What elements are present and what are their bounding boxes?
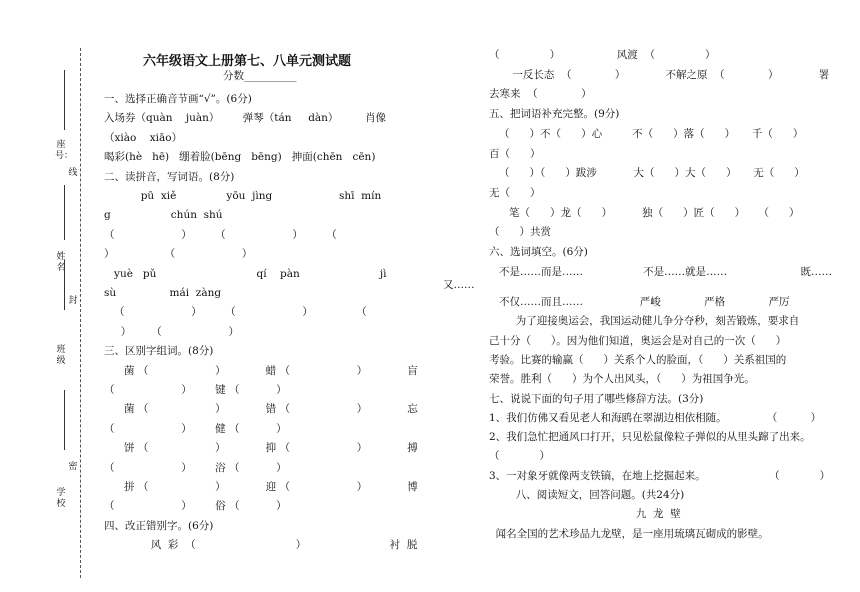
left-line: 四、改正错别字。(6分) (104, 519, 214, 532)
class-underline (64, 260, 65, 310)
right-line: 无（ ） (489, 186, 541, 199)
left-line: g chún shú (104, 209, 223, 222)
left-line: 菌 （ ） 蜡 （ ） 盲 (104, 364, 418, 377)
right-line: （ ）共赏 (489, 226, 552, 239)
right2-line: 1、我们仿佛又看见老人和海鸥在翠湖边相依相随。 （ ） (489, 411, 822, 424)
left-line: pū xiě yōu jìng shī mín (104, 190, 382, 202)
right2-line: 2、我们急忙把通风口打开，只见松鼠像粒子弹似的从里头蹿了出来。 (489, 431, 811, 444)
orphan-connector: 又…… (443, 279, 475, 291)
school-label: 学校 (56, 488, 66, 509)
left-line: 入场券（quàn juàn） 弹琴（tán dàn） 肖像 (104, 112, 387, 125)
left-line: （xiào xiāo） (104, 131, 183, 144)
left-line: （ ） 浴 （ ） (104, 461, 287, 474)
secret-mark: 密 (68, 462, 78, 472)
left-line: 一、选择正确音节画“√”。(6分) (104, 93, 252, 105)
left-line: sù mái zàng (104, 287, 222, 299)
right-line: 五、把词语补充完整。(9分) (489, 108, 620, 121)
right-line: （ ） 风渡 （ ） (489, 49, 716, 61)
left-line: 风 彩 （ ） 衬 脱 (104, 539, 418, 552)
name-underline (64, 185, 65, 240)
right2-line: 九 龙 壁 (489, 508, 681, 521)
right2-line: 闻名全国的艺术珍品九龙壁，是一座用琉璃瓦砌成的影壁。 (489, 527, 769, 540)
left-line: 喝彩(hè hē) 绷着脸(bēng bēng) 抻面(chēn cēn) (104, 151, 376, 164)
left-line: （ ） 健 （ ） (104, 422, 287, 435)
left-line: ） （ ） (104, 325, 239, 338)
right2-line: 3、一对象牙就像两支铁镐，在地上挖掘起来。 （ ） (489, 469, 831, 482)
right-line: 百（ ） (489, 147, 541, 160)
right-line: 六、选词填空。(6分) (489, 246, 588, 258)
left-line: ） （ ） (104, 248, 253, 261)
binding-dashed-line (80, 48, 81, 578)
right-line: 笔（ ）龙（ ） 独（ ）匠（ ） （ ） (489, 206, 800, 219)
left-line: 饼 （ ） 抑 （ ） 搏 (104, 442, 418, 455)
right-line: 不是……而是…… 不是……就是…… 既…… (489, 265, 833, 278)
left-line: （ ） （ ） （ (104, 306, 367, 319)
class-label: 班级 (56, 345, 66, 366)
left-line: （ ） 俗 （ ） (104, 500, 287, 513)
right2-line: 八、阅读短文，回答问题。(共24分) (489, 489, 685, 501)
left-line: 三、区别字组词。(8分) (104, 345, 214, 358)
seat-label: 座号： (55, 140, 74, 161)
right2-line: 荣誉。胜利（ ）为个人出风头，（ ）为祖国争光。 (489, 373, 755, 386)
page-title: 六年级语文上册第七、八单元测试题 (143, 54, 352, 69)
seat-underline (64, 70, 65, 130)
right-line: 去寒来 （ ） (489, 88, 592, 101)
left-line: 二、读拼音，写词语。(8分) (104, 170, 235, 183)
right2-line: 七、说说下面的句子用了哪些修辞方法。(3分) (489, 392, 704, 405)
right2-line: 不仅……而且…… 严峻 严格 严厉 (489, 296, 790, 308)
left-line: yuè pǔ qí pàn jì (104, 267, 387, 280)
right2-line: （ ） (489, 450, 551, 463)
line-mark: 线 (68, 168, 78, 178)
seal-mark: 封 (68, 296, 78, 306)
right-line: （ ）不（ ）心 不（ ）落（ ） 千（ ） (489, 127, 804, 140)
left-line: 拼 （ ） 迎 （ ） 博 (104, 481, 418, 493)
right-line: （ ）（ ）跋涉 大（ ）大（ ） 无（ ） (489, 167, 805, 180)
left-line: （ ） 键 （ ） (104, 384, 287, 396)
right2-line: 考验。比赛的输赢（ ）关系个人的脸面，（ ）关系祖国的 (489, 353, 787, 366)
school-underline (64, 390, 65, 450)
right-line: 一反长态 （ ） 不解之原 （ ） 署 (489, 68, 830, 81)
name-label: 姓名 (56, 252, 66, 273)
right2-line: 己十分（ ）。因为他们知道，奥运会是对自己的一次（ ） (489, 334, 787, 347)
left-line: 菌 （ ） 错 （ ） 忘 (104, 403, 418, 416)
right2-line: 为了迎接奥运会，我国运动健儿争分夺秒，刻苦锻炼，要求自 (489, 315, 800, 328)
left-line: （ ） （ ） （ (104, 228, 337, 241)
score-field: 分数__________ (223, 70, 297, 82)
